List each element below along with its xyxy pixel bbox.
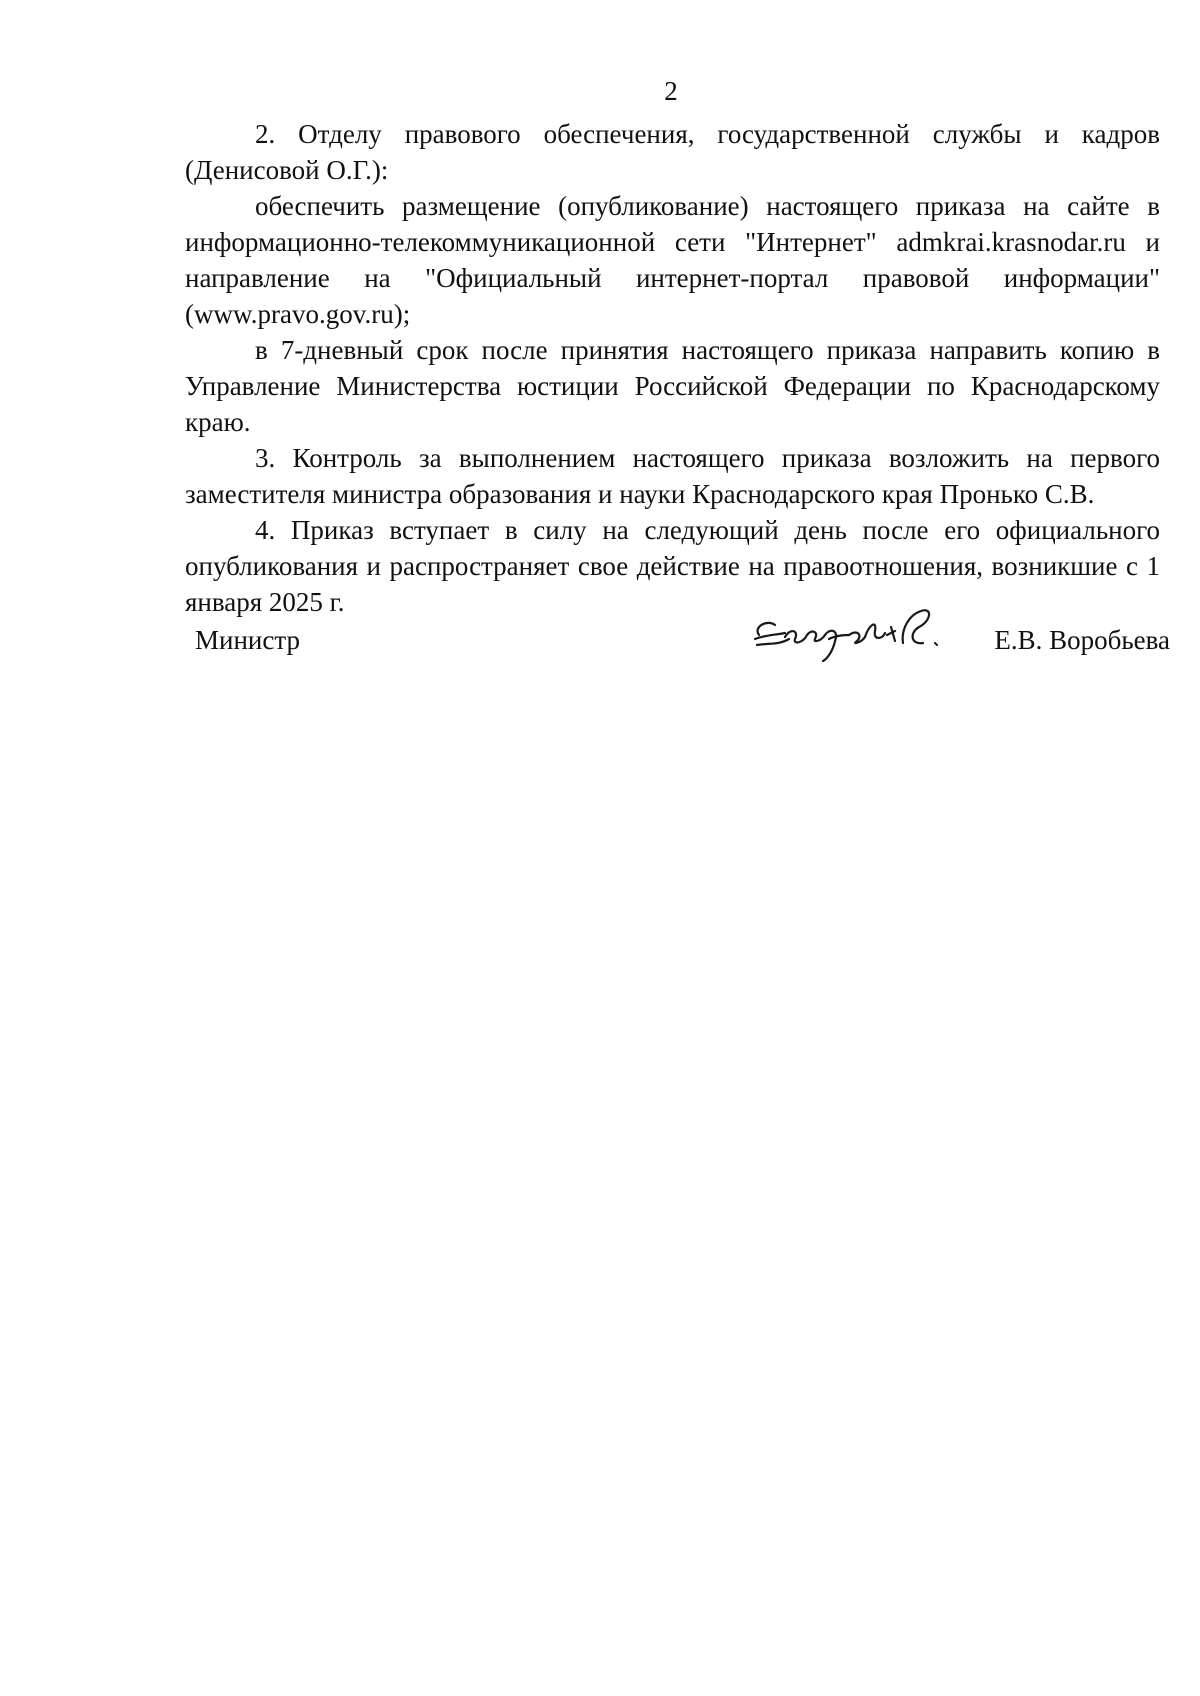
document-body: [185, 116, 1160, 620]
signer-name: Е.В. Воробьева: [994, 625, 1170, 655]
handwritten-signature-icon: [745, 605, 975, 665]
paragraph-item-2: 2. Отделу правового обеспечения, государственной службы и кадров (Денисовой О.Г.):: [185, 119, 1160, 185]
page-number-container: [0, 78, 1200, 105]
signature-block: [185, 605, 1170, 675]
paragraph-item-2-publication: обеспечить размещение (опубликование) настоящего приказа на сайте в информационно-телекоммуникационной сети "Интернет" admkrai.krasnodar.ru и направление на "Официальный интернет-портал правовой информации" (www.pravo.gov.ru);: [185, 191, 1160, 329]
paragraph-item-4: 4. Приказ вступает в силу на следующий день после его официального опубликования и распространяет свое действие на правоотношения, возникшие с 1 января 2025 г.: [185, 515, 1160, 617]
paragraph-item-2-copy: в 7-дневный срок после принятия настоящего приказа направить копию в Управление Министерства юстиции Российской Федерации по Краснодарскому краю.: [185, 335, 1160, 437]
signer-position: Министр: [195, 625, 300, 655]
paragraph-item-3: 3. Контроль за выполнением настоящего приказа возложить на первого заместителя министра образования и науки Краснодарского края Пронько С.В.: [185, 443, 1160, 509]
page-number: 2: [664, 76, 678, 106]
